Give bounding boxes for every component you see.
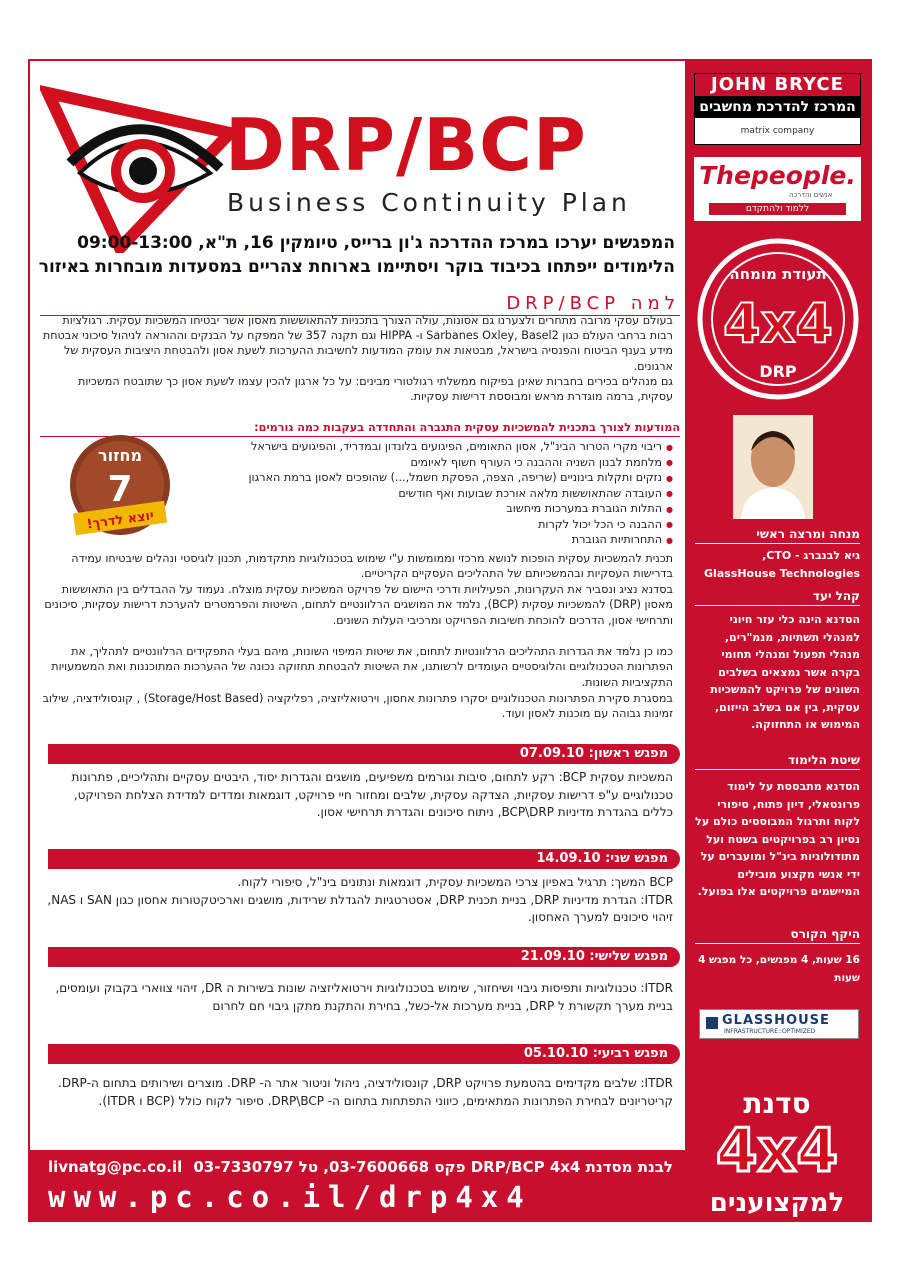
- stamp-mid-text: 4x4: [723, 292, 833, 355]
- tp-logo-text: Thepeople.: [699, 161, 856, 190]
- why-paragraph-1: בעולם עסקי מרובה מתחרים ולצערנו גם אסונות, עולה הצורך בתכניות להתאוששות מאסון אשר יבטיחו המשכיות עסקית. רגולציות רבות ברחבי העולם כגון Sarbanes Oxley, Basel2 ו- HIPPA וגם תקנה 357 של המפקח על הבנקים וההוראה לניהול סיכוני אבטחת מידע בענף הביטוח והפנסיה בישראל, מבטאות את עומק המודעות לחשיבות ההערכות לשעת אסון ולהבטחת היציבות העסקית של ארגונים.: [42, 314, 673, 373]
- stamp-bottom-text: DRP: [759, 362, 797, 381]
- why-section-title: למה DRP/BCP: [40, 293, 680, 316]
- page-title: DRP/BCP: [225, 103, 587, 187]
- session-2-header: מפגש שני: 14.09.10: [48, 849, 680, 869]
- main-column: [30, 61, 687, 1220]
- session-3-header: מפגש שלישי: 21.09.10: [48, 947, 680, 967]
- list-item: ● התלות הגוברת במערכות מיחשוב: [153, 501, 673, 517]
- lecturer-heading: מנחה ומרצה ראשי: [695, 527, 860, 544]
- audience-text: הסדנא הינה כלי עזר חיוני למנהלי תשתיות, מנמ"רים, מנהלי תפעול ומנהלי תחומי בקרה אשר נמצאים בשלבים השונים של פרויקט להמשכיות עסקית, בין אם בשלב הייזום, המימוש או התחזוקה.: [710, 613, 860, 731]
- jb-company: matrix company: [740, 126, 815, 136]
- page-subtitle: Business Continuity Plan: [227, 188, 631, 217]
- footer-email[interactable]: livnatg@pc.co.il: [48, 1158, 183, 1176]
- footer-contact: לבנת מסדנת DRP/BCP 4x4 פקס 03-7600668, טל 03-7330797: [193, 1158, 673, 1176]
- s4-top-text: סדנת: [743, 1087, 811, 1120]
- body-paragraph-2: בסדנא נציג ונסביר את העקרונות, הפעילויות ודרכי היישום של פרויקט המשכיות עסקית מוצלח. נעמוד על ההבדלים בין התאוששות מאסון (DRP) להמשכיות עסקית (BCP), נלמד את המושגים הרלוונטיים לתחום, השיטות והפרמטרים להערכת דרישות עסקיות, סיכונים ותרחישי אסון, הדרכים להוכחת חשיבות הפרויקט ומרכיבי העלות השונים.: [44, 583, 673, 627]
- glasshouse-icon: [706, 1017, 718, 1029]
- footer-url[interactable]: www.pc.co.il/drp4x4: [48, 1180, 532, 1214]
- glasshouse-logo: [699, 1009, 859, 1039]
- stamp-top-text: תעודת מומחה: [729, 265, 827, 283]
- factors-title: המודעות לצורך בתכנית להמשכיות עסקית התגברה והתחדדה בעקבות כמה גורמים:: [40, 421, 680, 437]
- jb-hebrew: המרכז להדרכת מחשבים: [695, 96, 860, 118]
- list-item: ● מלחמת לבנון השניה וההבנה כי העורף חשוף לאיומים: [153, 455, 673, 471]
- list-item: ● ריבוי מקרי הטרור הבינ"ל, אסון התאומים, הפיגועים בלונדון ובמדריד, והפיגועים בישראל: [153, 439, 673, 455]
- jb-title: JOHN BRYCE: [695, 74, 860, 96]
- scope-heading: היקף הקורס: [695, 927, 860, 944]
- factors-list: [153, 439, 673, 548]
- badge-cycle-number: 7: [107, 469, 133, 510]
- lecturer-text: גיא לבנברג - CTO, GlassHouse Technologies: [704, 549, 860, 580]
- session-1-text: המשכיות עסקית BCP: רקע לתחום, סיבות וגורמים משפיעים, מושגים והגדרות יסוד, היבטים עסקיים ותהליכיים, פתרונות טכנולוגיים ע"פ דרישות עסקיות, הצדקה עסקית, שלבים ומחזור חיי פרויקט, דוגמאות ומדדים למדידת הצלחת הפרויקט, כללים בהגדרת מדיניות BCP\DRP, ניתוח סיכונים והגדרת תרחישי אסון.: [71, 770, 673, 819]
- method-text: הסדנא מתבססת על לימוד פרונטאלי, דיון פתוח, סיפורי לקוח ותרגול המבוססים כולם על נסיון רב בפרויקטים בשטח ועל מתודולוגיות בינ"ל ומועברים על ידי אנשי מקצוע מובילים המיישמים פרויקטים אלו בפועל.: [695, 780, 860, 898]
- s4-bottom-text: למקצוענים: [709, 1188, 845, 1218]
- list-item: ● התחרותיות הגוברת: [153, 532, 673, 548]
- session-4-text: ITDR: שלבים מקדימים בהטמעת פרויקט DRP, קונסולידציה, ניהול וניטור אתר ה- DRP. מוצרים ושירותים בתחום ה-DRP. קריטריונים לבחירת הפתרונות המתאימים, כיווני התפתחות בתחום ה- DRP\BCP. סיפור לקוח כולל (BCP ו ITDR).: [58, 1076, 673, 1108]
- tp-subtext: אנשים והדרכה: [789, 191, 833, 199]
- session-4-header: מפגש רביעי: 05.10.10: [48, 1044, 680, 1064]
- session-3-text: ITDR: טכנולוגיות ותפיסות גיבוי ושיחזור, שימוש בטכנולוגיות וירטואליזציה שונות בשירות ה DR, זיהוי צווארי בקבוק ועומסים, בניית מערך תקשורת ל DRP, בניית מערכות אל-כשל, בחירת והתקנת מתקן גיבוי חם לחרום: [55, 981, 673, 1013]
- venue-line: המפגשים יערכו במרכז ההדרכה ג'ון ברייס, טיומקין 16, ת"א, 09:00-13:00: [77, 233, 675, 253]
- cycle-badge: [68, 421, 172, 546]
- body-paragraph-1: תכנית להמשכיות עסקית הופכות לנושא מרכזי וממומשות ע"י שימוש בטכנולוגיות מתקדמות, תכנון לוגיסטי ונהלים שיבטיחו עמידה בדרישות העסקיות ובהמשכיותם של התהליכים העסקיים הקריטיים.: [71, 552, 673, 581]
- workshop-4x4-logo: [695, 1081, 860, 1221]
- tp-tagline: ללמוד ולהתקדם: [709, 203, 846, 215]
- expert-certificate-stamp: [696, 237, 861, 402]
- why-paragraph-2: גם מנהלים בכירים בחברות שאינן בפיקוח ממשלתי רגולטורי מבינים: על כל ארגון להכין עצמו לשעת אסון כך שתובטח המשכיות עסקית, ברמה מוגדרת מראש ומבוססת דרישות עסקיות.: [78, 375, 673, 404]
- scope-text: 16 שעות, 4 מפגשים, כל מפגש 4 שעות: [698, 954, 860, 984]
- eye-triangle-logo: [40, 73, 240, 253]
- sidebar: [685, 61, 870, 1220]
- footer: [30, 1150, 687, 1220]
- john-bryce-logo: [694, 73, 861, 145]
- s4-mid-text: 4x4: [715, 1116, 839, 1186]
- method-heading: שיטת הלימוד: [695, 753, 860, 770]
- footer-contact-line: [48, 1158, 673, 1176]
- brochure-frame: [28, 59, 872, 1222]
- badge-launch-label: יוצא לדרך!: [85, 508, 155, 533]
- list-item: ● נזקים ותקלות בינוניים (שריפה, הצפה, הפסקת חשמל,...) שהופכים לאסון ברמת הארגון: [153, 470, 673, 486]
- audience-heading: קהל יעד: [695, 589, 860, 606]
- session-2-text: BCP המשך: תרגיל באפיון צרכי המשכיות עסקית, דוגמאות ונתונים בינ"ל, סיפורי לקוח. ITDR: הגדרת מדיניות DRP, בניית תכנית DRP, אסטרטגיות להגדלת שרידות, מושגים וארכיטקטורות אחסון כגון SAN ו NAS, זיהוי סיכונים למערך האחסון.: [47, 875, 673, 924]
- badge-cycle-label: מחזור: [97, 446, 143, 465]
- session-1-header: מפגש ראשון: 07.09.10: [48, 744, 680, 764]
- meals-line: הלימודים ייפתחו בכיבוד בוקר ויסתיימו בארוחת צהריים במסעדות מובחרות באיזור: [38, 257, 675, 277]
- list-item: ● ההבנה כי הכל יכול לקרות: [153, 517, 673, 533]
- thepeople-logo: [694, 157, 861, 221]
- gh-sub-text: INFRASTRUCTURE::OPTIMIZED: [724, 1028, 816, 1035]
- gh-logo-text: GLASSHOUSE: [722, 1013, 830, 1028]
- body-paragraph-3: כמו כן נלמד את הגדרות התהליכים הרלוונטיות לתחום, את שיטות המיפוי השונות, מיהם בעלי התפקידים הרלוונטיים לתהליך, את הפתרונות הטכנולוגיים והלוגיסטיים העומדים לרשותנו, את השיטות להבטחת תחזוקה נכונה של ההערכות המתוכננות ואת המשמעויות התקציביות השונות.: [51, 645, 673, 689]
- body-paragraph-4: במסגרת סקירת הפתרונות הטכנולוגיים יסקרו פתרונות אחסון, וירטואליזציה, רפליקציה (Storage/Host Based) , קונסולידציה, שילוב זמינות גבוהה עם מוכנות לאסון ועוד.: [42, 692, 673, 721]
- lecturer-photo: [733, 415, 813, 519]
- list-item: ● העובדה שהתאוששות מלאה אורכת שבועות ואף חודשים: [153, 486, 673, 502]
